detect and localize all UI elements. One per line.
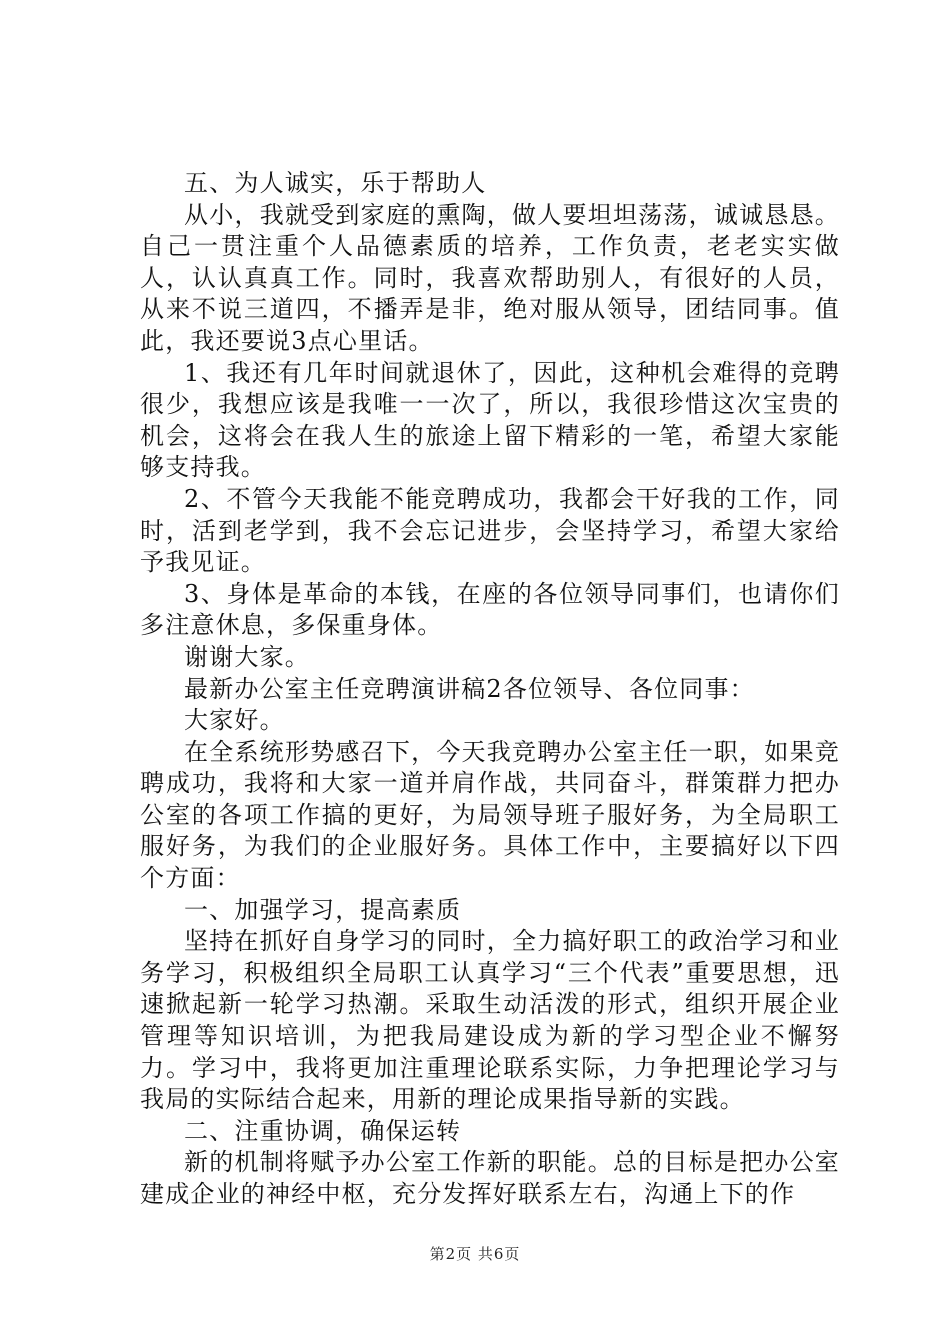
paragraph: 3、身体是革命的本钱，在座的各位领导同事们，也请你们多注意休息，多保重身体。: [140, 579, 840, 640]
paragraph: 最新办公室主任竞聘演讲稿2各位领导、各位同事：: [184, 674, 755, 703]
paragraph: 坚持在抓好自身学习的同时，全力搞好职工的政治学习和业务学习，积极组织全局职工认真学习“三个代表”重要思想，迅速掀起新一轮学习热潮。采取生动活泼的形式，组织开展企业管理等知识培训，为把我局建设成为新的学习型企业不懈努力。学习中，我将更加注重理论联系实际，力争把理论学习与我局的实际结合起来，用新的理论成果指导新的实践。: [140, 927, 840, 1114]
section-heading: 五、为人诚实，乐于帮助人: [184, 169, 487, 197]
paragraph: 在全系统形势感召下，今天我竞聘办公室主任一职，如果竞聘成功，我将和大家一道并肩作战，共同奋斗，群策群力把办公室的各项工作搞的更好，为局领导班子服好务，为全局职工服好务，为我们的企业服好务。具体工作中，主要搞好以下四个方面：: [140, 737, 840, 893]
section-heading: 二、注重协调，确保运转: [184, 1116, 462, 1145]
paragraph: 谢谢大家。: [184, 642, 310, 671]
paragraph: 从小，我就受到家庭的熏陶，做人要坦坦荡荡，诚诚恳恳。自己一贯注重个人品德素质的培养，工作负责，老老实实做人，认认真真工作。同时，我喜欢帮助别人，有很好的人员，从来不说三道四，不播弄是非，绝对服从领导，团结同事。值此，我还要说3点心里话。: [140, 200, 840, 355]
paragraph: 新的机制将赋予办公室工作新的职能。总的目标是把办公室建成企业的神经中枢，充分发挥好联系左右，沟通上下的作: [140, 1148, 840, 1208]
body-text: [140, 168, 840, 1211]
paragraph: 2、不管今天我能不能竞聘成功，我都会干好我的工作，同时，活到老学到，我不会忘记进步，会坚持学习，希望大家给予我见证。: [140, 484, 840, 577]
page-footer: 第2页 共6页: [429, 1245, 521, 1263]
paragraph: 1、我还有几年时间就退休了，因此，这种机会难得的竞聘很少，我想应该是我唯一一次了，所以，我很珍惜这次宝贵的机会，这将会在我人生的旅途上留下精彩的一笔，希望大家能够支持我。: [140, 358, 840, 482]
paragraph: 大家好。: [184, 706, 285, 735]
section-heading: 一、加强学习，提高素质: [184, 895, 462, 924]
